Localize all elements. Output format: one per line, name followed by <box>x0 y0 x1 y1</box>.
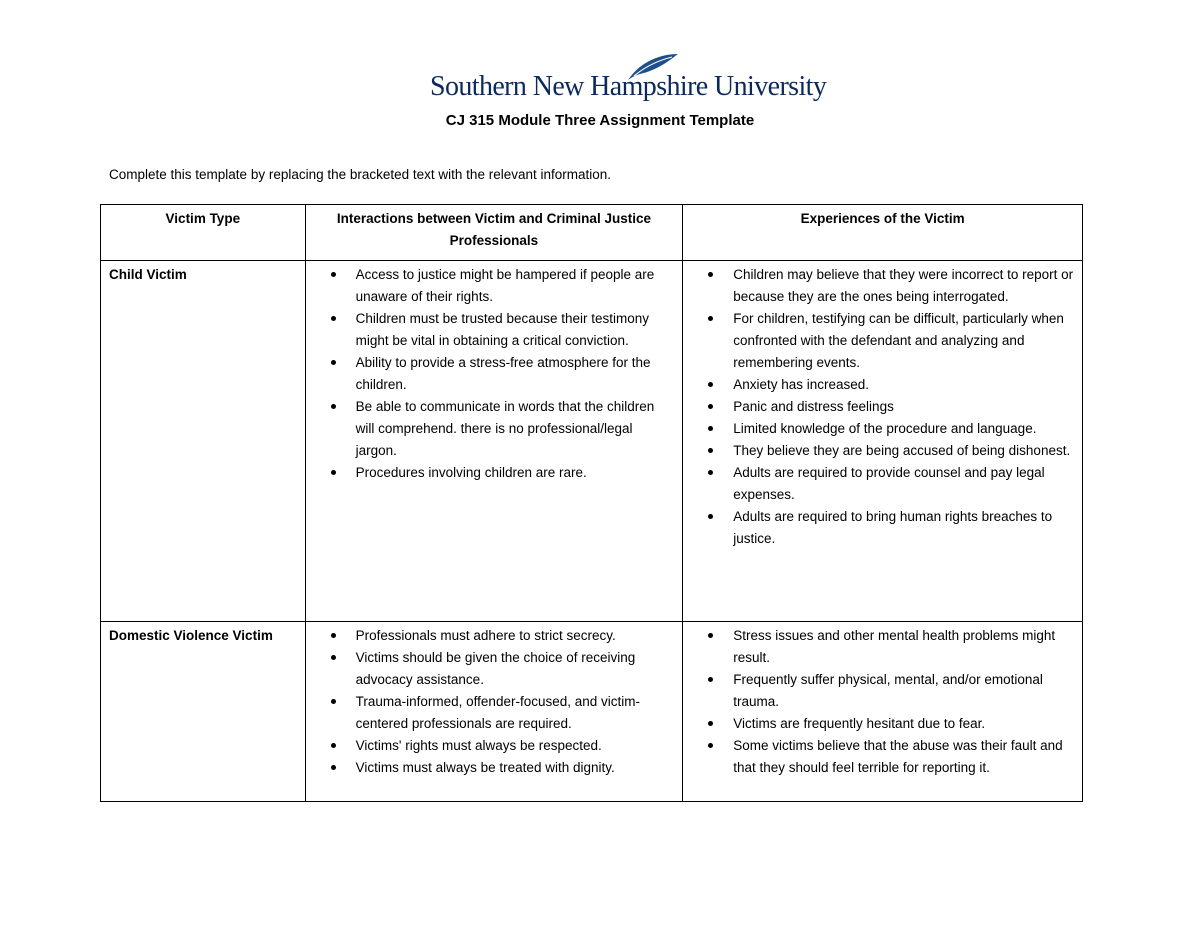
experiences-cell <box>683 622 1083 802</box>
list-item: Victims must always be treated with dignity. <box>331 757 675 779</box>
instructions-text: Complete this template by replacing the bracketed text with the relevant information. <box>109 167 612 182</box>
list-item: Limited knowledge of the procedure and language. <box>708 418 1074 440</box>
victim-type-label: Child Victim <box>109 267 187 282</box>
victim-type-cell <box>101 261 306 622</box>
table-row <box>101 622 1083 802</box>
list-item: Be able to communicate in words that the children will comprehend. there is no professional/legal jargon. <box>331 396 675 462</box>
victim-table <box>100 204 1083 802</box>
list-item: Trauma-informed, offender-focused, and victim-centered professionals are required. <box>331 691 675 735</box>
list-item: Adults are required to bring human rights breaches to justice. <box>708 506 1074 550</box>
list-item: Panic and distress feelings <box>708 396 1074 418</box>
interactions-list <box>314 264 675 484</box>
header-interactions: Interactions between Victim and Criminal Justice Professionals <box>305 205 683 261</box>
list-item: Victims are frequently hesitant due to fear. <box>708 713 1074 735</box>
header-experiences: Experiences of the Victim <box>683 205 1083 261</box>
university-logo <box>430 52 827 104</box>
list-item: Access to justice might be hampered if people are unaware of their rights. <box>331 264 675 308</box>
experiences-cell <box>683 261 1083 622</box>
list-item: Children must be trusted because their testimony might be vital in obtaining a critical conviction. <box>331 308 675 352</box>
victim-type-cell <box>101 622 306 802</box>
victim-type-label: Domestic Violence Victim <box>109 628 273 643</box>
list-item: Ability to provide a stress-free atmosphere for the children. <box>331 352 675 396</box>
page-title: CJ 315 Module Three Assignment Template <box>445 112 755 129</box>
list-item: Adults are required to provide counsel and pay legal expenses. <box>708 462 1074 506</box>
interactions-cell <box>305 261 683 622</box>
header-victim-type: Victim Type <box>101 205 306 261</box>
list-item: Victims should be given the choice of receiving advocacy assistance. <box>331 647 675 691</box>
list-item: Procedures involving children are rare. <box>331 462 675 484</box>
list-item: Frequently suffer physical, mental, and/or emotional trauma. <box>708 669 1074 713</box>
list-item: Anxiety has increased. <box>708 374 1074 396</box>
list-item: Victims' rights must always be respected. <box>331 735 675 757</box>
list-item: For children, testifying can be difficult, particularly when confronted with the defendant and analyzing and remembering events. <box>708 308 1074 374</box>
list-item: Children may believe that they were incorrect to report or because they are the ones being interrogated. <box>708 264 1074 308</box>
table-header-row <box>101 205 1083 261</box>
list-item: Some victims believe that the abuse was their fault and that they should feel terrible for reporting it. <box>708 735 1074 779</box>
table-row <box>101 261 1083 622</box>
list-item: They believe they are being accused of being dishonest. <box>708 440 1074 462</box>
university-name: Southern New Hampshire University <box>430 71 827 102</box>
experiences-list <box>691 264 1074 550</box>
list-item: Professionals must adhere to strict secrecy. <box>331 625 675 647</box>
experiences-list <box>691 625 1074 779</box>
interactions-cell <box>305 622 683 802</box>
interactions-list <box>314 625 675 779</box>
list-item: Stress issues and other mental health problems might result. <box>708 625 1074 669</box>
